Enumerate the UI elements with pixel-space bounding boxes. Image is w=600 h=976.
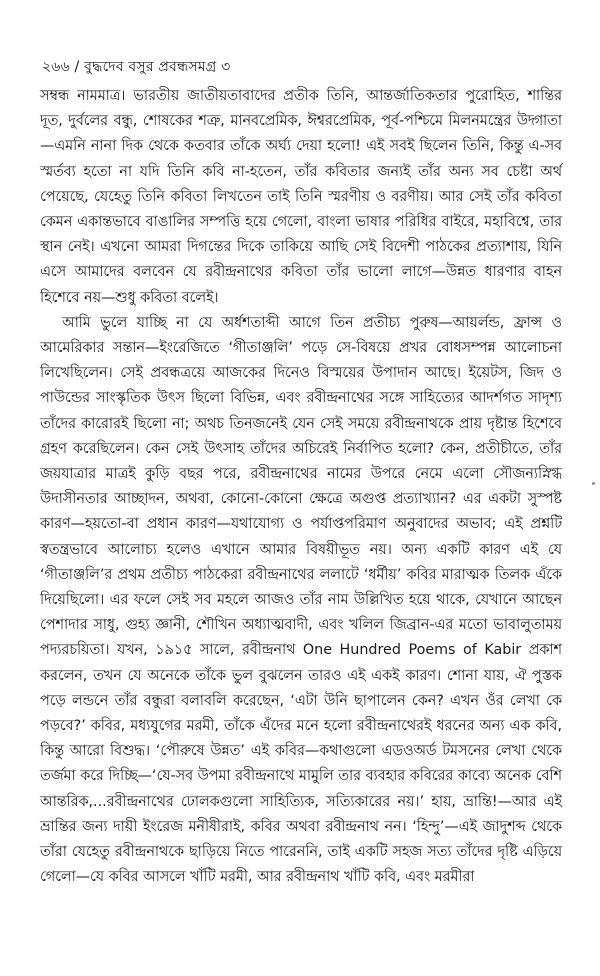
paragraph-1: সম্বন্ধ নামমাত্র। ভারতীয় জাতীয়তাবাদের প্রতীক তিনি, আন্তর্জাতিকতার পুরোহিত, শান্তির দূত, দুর্বলের বন্ধু, শোষকের শত্রু, মানবপ্রেমিক, ঈশ্বরপ্রেমিক, পূর্ব-পশ্চিমে মিলনমন্ত্রের উদ্গাতা—এমনি নানা দিক থেকে কতবার তাঁকে অর্ঘ্য দেয়া হলো! এই সবই ছিলেন তিনি, কিন্তু এ-সব স্মর্তব্য হতো না যদি তিনি কবি না-হতেন, তাঁর কবিতার জন্যই তাঁর অন্য সব চেষ্টা অর্থ পেয়েছে, যেহেতু তিনি কবিতা লিখতেন তাই তিনি স্মরণীয় ও বরণীয়। আর সেই তাঁর কবিতা কেমন একান্তভাবে বাঙালির সম্পত্তি হয়ে গেলো, বাংলা ভাষার পরিধির বাইরে, মহাবিশ্বে, তার স্থান নেই। এখনো আমরা দিগন্তের দিকে তাকিয়ে আছি সেই বিদেশী পাঠকের প্রত্যাশায়, যিনি এসে আমাদের বলবেন যে রবীন্দ্রনাথের কবিতা তাঁর ভালো লাগে—উন্নত ধারণার বাহন হিশেবে নয়—শুধু কবিতা বলেই। (40, 88, 562, 306)
scan-speck (592, 482, 595, 485)
paragraph-2: আমি ভুলে যাচ্ছি না যে অর্ধশতাব্দী আগে তিন প্রতীচ্য পুরুষ—আয়র্লন্ড, ফ্রান্স ও আমেরিকার সন্তান—ইংরেজিতে ‘গীতাঞ্জলি’ পড়ে সে-বিষয়ে প্রখর বোধসম্পন্ন আলোচনা লিখেছিলেন। সেই প্রবন্ধত্রয়ে আজকের দিনেও বিস্ময়ের উপাদান আছে। ইয়েটস, জিদ ও পাউন্ডের সাংস্কৃতিক উৎস ছিলো বিভিন্ন, এবং রবীন্দ্রনাথের সঙ্গে সাহিত্যের আদর্শগত সাদৃশ্য তাঁদের কারোরই ছিলো না; অথচ তিনজনেই যেন সেই সময়ে রবীন্দ্রনাথকে প্রায় দৃষ্টান্ত হিশেবে গ্রহণ করেছিলেন। কেন সেই উৎসাহ তাঁদের অচিরেই নির্বাপিত হলো? কেন, প্রতীচীতে, তাঁর জয়যাত্রার মাত্রই কুড়ি বছর পরে, রবীন্দ্রনাথের নামের উপরে নেমে এলো সৌজন্যস্নিগ্ধ উদাসীনতার আচ্ছাদন, অথবা, কোনো-কোনো ক্ষেত্রে অগুপ্ত প্রত্যাখ্যান? এর একটা সুস্পষ্ট কারণ—হয়তো-বা প্রধান কারণ—যথাযোগ্য ও পর্যাপ্তপরিমাণ অনুবাদের অভাব; এই প্রশ্নটি স্বতন্ত্রভাবে আলোচ্য হলেও এখানে আমার বিষয়ীভূত নয়। অন্য একটি কারণ এই যে ‘গীতাঞ্জলি’র প্রথম প্রতীচ্য পাঠকেরা রবীন্দ্রনাথের ললাটে ‘ধর্মীয়’ কবির মারাত্মক তিলক এঁকে দিয়েছিলো। এর ফলে সেই সব মহলে আজও তাঁর নাম উল্লিখিত হয়ে থাকে, যেখানে আছেন পেশাদার সাধু, গুহ্য জ্ঞানী, শৌখিন অধ্যাত্মবাদী, এবং খলিল জিব্রান-এর মতো ভাবালুতাময় পদ্যরচয়িতা। যখন, ১৯১৫ সালে, রবীন্দ্রনাথ One Hundred Poems of Kabir প্রকাশ করলেন, তখন যে অনেকে তাঁকে ভুল বুঝলেন তারও এই একই কারণ। শোনা যায়, ঐ পুস্তক পড়ে লন্ডনে তাঁর বন্ধুরা বলাবলি করেছেন, ‘এটা উনি ছাপালেন কেন? এখন ওঁর লেখা কে পড়বে?’ কবির, মধ্যযুগের মরমী, তাঁকে এঁদের মনে হলো রবীন্দ্রনাথেরই ধরনের অন্য এক কবি, কিন্তু আরো বিশুদ্ধ। ‘পৌরুষে উন্নত’ এই কবির—কথাগুলো এডওঅর্ড টমসনের লেখা থেকে তর্জমা করে দিচ্ছি—‘যে-সব উপমা রবীন্দ্রনাথে মামুলি তার ব্যবহার কবিরের কাব্যে অনেক বেশি আন্তরিক,...রবীন্দ্রনাথের ঢোলকগুলো সাহিত্যিক, সত্যিকারের নয়।’ হায়, ভ্রান্তি!—আর এই ভ্রান্তির জন্য দায়ী ইংরেজ মনীষীরাই, কবির অথবা রবীন্দ্রনাথ নন। ‘হিন্দু’—এই জাদুশব্দ থেকে তাঁরা যেহেতু রবীন্দ্রনাথকে ছাড়িয়ে নিতে পারেননি, তাই একটি সহজ সত্য তাঁদের দৃষ্টি এড়িয়ে গেলো—যে কবির আসলে খাঁটি মরমী, আর রবীন্দ্রনাথ খাঁটি কবি, এবং মরমীরা (40, 314, 562, 886)
body-text (40, 84, 562, 891)
running-header: ২৬৬ / বুদ্ধদেব বসুর প্রবন্ধসমগ্র ৩ (42, 59, 231, 75)
